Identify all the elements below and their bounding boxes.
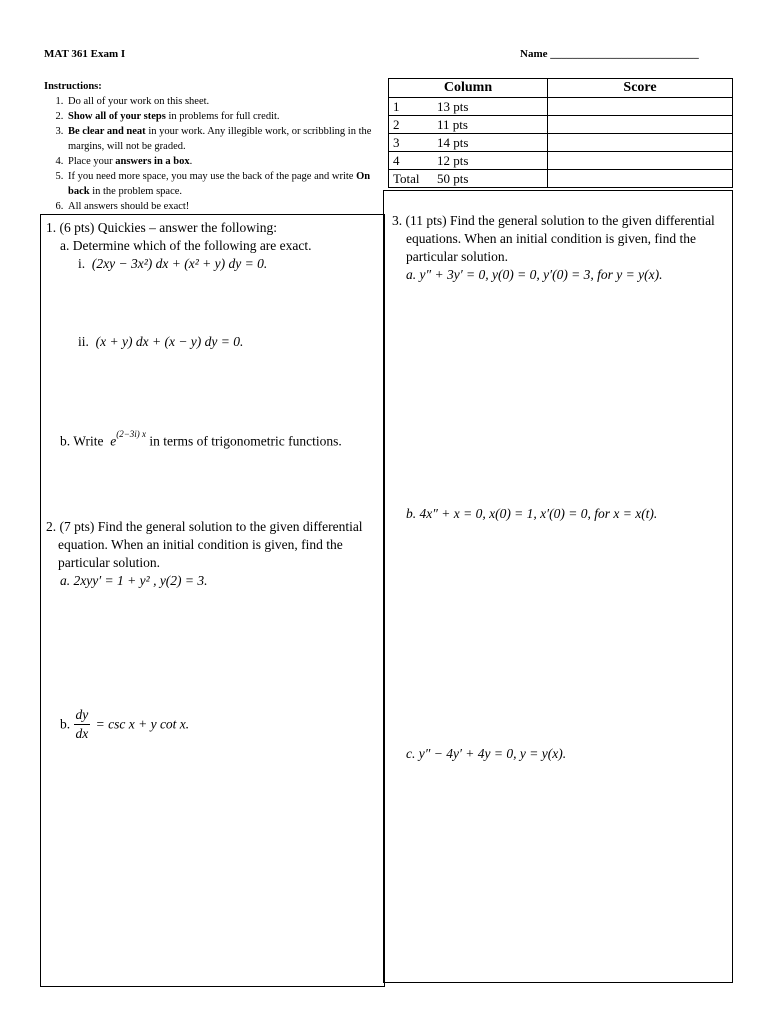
q3-part-a: a. y″ + 3y′ = 0, y(0) = 0, y′(0) = 3, for y = y(x). <box>406 267 663 282</box>
q2-fraction: $\frac{dy}{dx}$ <box>75 707 89 741</box>
exam-title: MAT 361 Exam I <box>44 48 126 60</box>
score-table <box>388 78 733 188</box>
column-header: Column <box>389 79 548 98</box>
score-header: Score <box>548 79 733 98</box>
name-line: Name ___________________________ <box>520 48 699 60</box>
q2-part-b: b. $\frac{dy}{dx}$ = csc x + y cot x. <box>60 707 190 741</box>
row-column-cell: Total 50 pts <box>389 170 548 188</box>
instruction-item: 2. Show all of your steps in problems for full credit. <box>66 109 374 124</box>
score-cell[interactable] <box>548 116 733 134</box>
q1-part-a-ii: ii. (x + y) dx + (x − y) dy = 0. <box>78 334 244 349</box>
score-cell[interactable] <box>548 98 733 116</box>
row-column-cell: 3 14 pts <box>389 134 548 152</box>
q1-part-a: a. Determine which of the following are exact. <box>60 238 312 253</box>
score-table-header <box>389 79 733 98</box>
question-1 <box>46 219 376 273</box>
question-3 <box>392 212 722 284</box>
table-row <box>389 116 733 134</box>
row-column-cell: 2 11 pts <box>389 116 548 134</box>
table-row <box>389 152 733 170</box>
instruction-item: 1. Do all of your work on this sheet. <box>66 94 374 109</box>
instructions-heading: Instructions: <box>44 81 102 92</box>
q3-title: 3. (11 pts) Find the general solution to the given differential equations. When an initial condition is given, find the particular solution. <box>392 213 715 264</box>
q1-part-a-i: i. (2xy − 3x²) dx + (x² + y) dy = 0. <box>78 256 268 271</box>
instruction-item: 6. All answers should be exact! <box>66 199 374 214</box>
score-cell[interactable] <box>548 170 733 188</box>
q1-title: 1. (6 pts) Quickies – answer the following: <box>46 220 277 235</box>
question-2 <box>46 518 371 590</box>
table-row <box>389 98 733 116</box>
table-row <box>389 134 733 152</box>
q2-title: 2. (7 pts) Find the general solution to the given differential equation. When an initial condition is given, find the particular solution. <box>46 519 363 570</box>
table-row <box>389 170 733 188</box>
instructions <box>44 79 374 214</box>
score-cell[interactable] <box>548 134 733 152</box>
instruction-item: 3. Be clear and neat in your work. Any illegible work, or scribbling in the margins, will not be graded. <box>66 124 374 154</box>
q3-part-c: c. y″ − 4y′ + 4y = 0, y = y(x). <box>406 746 567 761</box>
q2-part-a: a. 2xyy′ = 1 + y² , y(2) = 3. <box>60 573 208 588</box>
instruction-item: 4. Place your answers in a box. <box>66 154 374 169</box>
q1-part-b: b. Write $e^{(2-3i) x}$ in terms of trigonometric functions. <box>60 429 342 449</box>
instruction-item: 5. If you need more space, you may use the back of the page and write On back in the problem space. <box>66 169 374 199</box>
left-answer-box[interactable] <box>40 214 385 987</box>
instructions-list <box>44 94 374 214</box>
right-answer-box[interactable] <box>383 190 733 983</box>
row-column-cell: 4 12 pts <box>389 152 548 170</box>
score-cell[interactable] <box>548 152 733 170</box>
row-column-cell: 1 13 pts <box>389 98 548 116</box>
q3-part-b: b. 4x″ + x = 0, x(0) = 1, x′(0) = 0, for x = x(t). <box>406 506 658 521</box>
